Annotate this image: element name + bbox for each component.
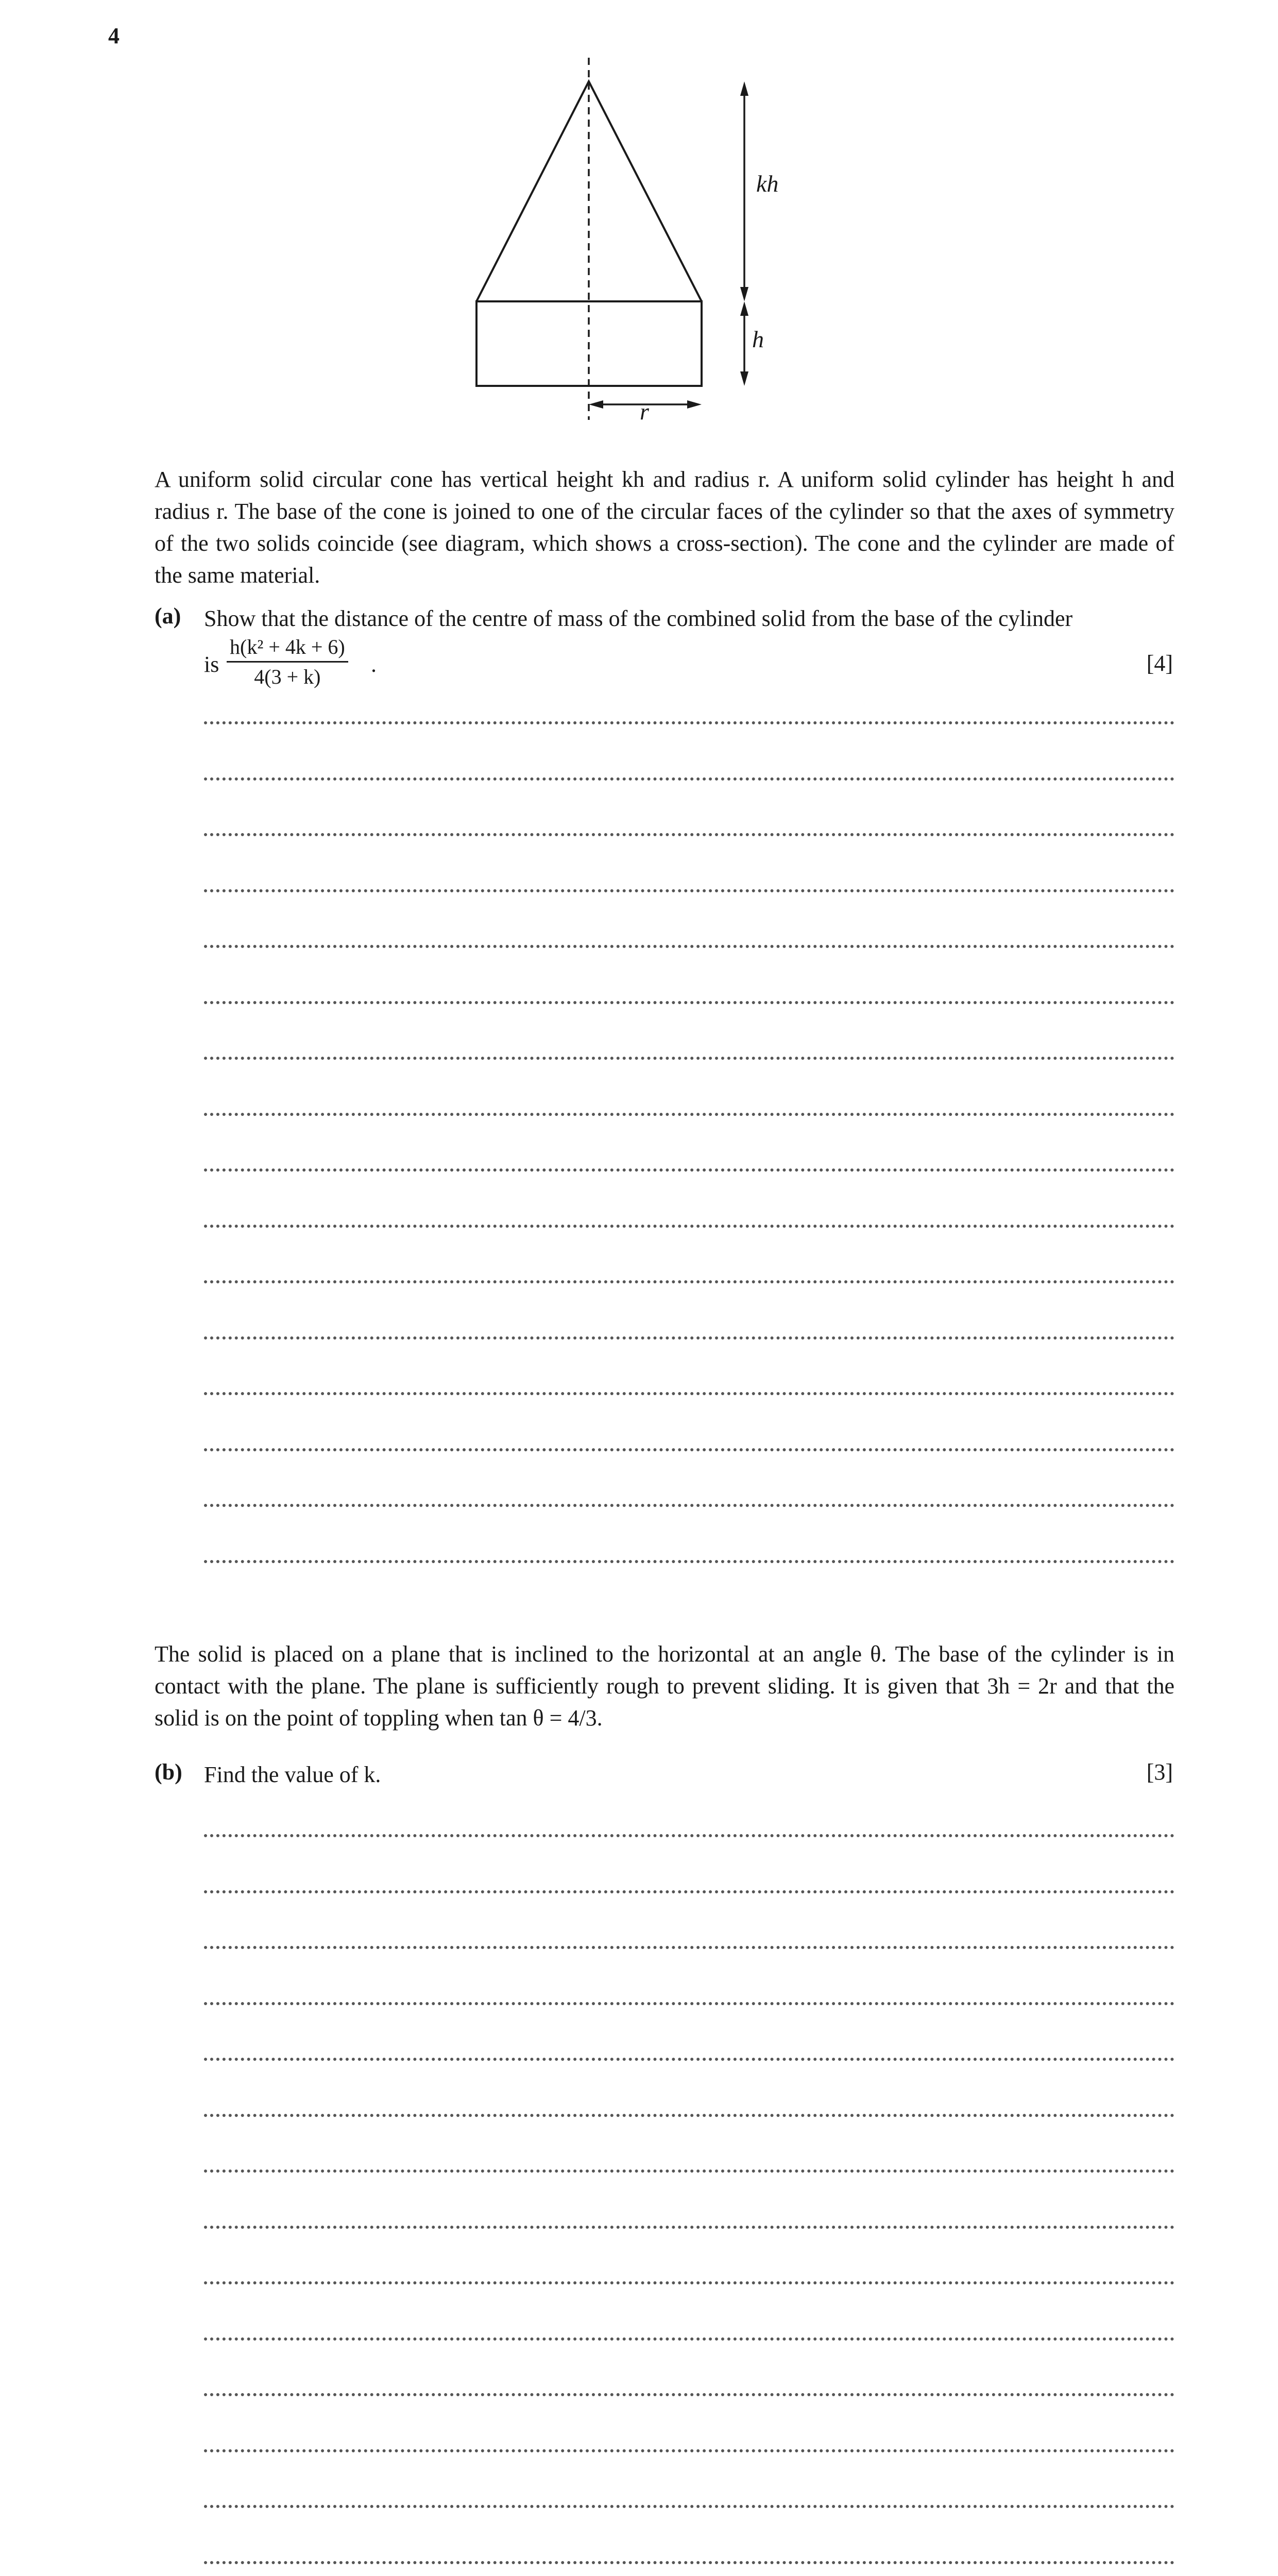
answer-line[interactable] [204,1280,1174,1283]
h-arrow-bottom [740,371,748,386]
part-b-marks: [3] [1146,1759,1173,1785]
answer-line[interactable] [204,945,1174,948]
part-b-text: Find the value of k. [204,1762,381,1787]
answer-line[interactable] [204,1504,1174,1507]
answer-line[interactable] [204,1890,1174,1893]
answer-line[interactable] [204,833,1174,836]
r-arrow-right [687,400,702,409]
part-a-fraction-end: . [371,652,377,677]
answer-line[interactable] [204,1448,1174,1451]
answer-line[interactable] [204,2393,1174,2396]
answer-line[interactable] [204,2337,1174,2341]
answer-line[interactable] [204,2170,1174,2173]
answer-line[interactable] [204,1168,1174,1172]
answer-line[interactable] [204,2058,1174,2061]
part-a-marks: [4] [1146,651,1173,676]
answer-line[interactable] [204,2114,1174,2117]
answer-line[interactable] [204,1946,1174,1949]
answer-line[interactable] [204,1113,1174,1116]
answer-line[interactable] [204,2226,1174,2229]
label-r: r [640,398,649,425]
cone-cylinder-diagram [0,0,1278,464]
h-arrow-top [740,301,748,316]
answer-line[interactable] [204,2281,1174,2284]
answer-line[interactable] [204,1001,1174,1004]
answer-line[interactable] [204,889,1174,892]
answer-line[interactable] [204,1834,1174,1837]
part-a-label: (a) [155,603,181,629]
kh-arrow-top [740,81,748,96]
answer-line[interactable] [204,777,1174,781]
part-a-text: Show that the distance of the centre of mass of the combined solid from the base of the cylinder [204,606,1073,631]
part-b-context: The solid is placed on a plane that is inclined to the horizontal at an angle θ. The base of the cylinder is in contact with the plane. The plane is sufficiently rough to prevent sliding. It is given that 3h = 2r and that the solid is on the point of toppling when tan θ = 4/3. [155,1641,1174,1731]
label-kh: kh [756,171,779,197]
answer-line[interactable] [204,2002,1174,2005]
label-h: h [752,326,764,352]
answer-line[interactable] [204,721,1174,724]
fraction-numerator: h(k² + 4k + 6) [227,635,348,663]
answer-line[interactable] [204,1392,1174,1395]
answer-line[interactable] [204,1560,1174,1563]
intro-paragraph: A uniform solid circular cone has vertical height kh and radius r. A uniform solid cylinder has height h and radius r. The base of the cone is joined to one of the circular faces of the cylinder so that the axes of symmetry of the two solids coincide (see diagram, which shows a cross-section). The cone and the cylinder are made of the same material. [155,467,1174,588]
page-number: 4 [108,23,120,48]
fraction-denominator: 4(3 + k) [254,665,321,688]
answer-line[interactable] [204,2449,1174,2452]
answer-line[interactable] [204,2561,1174,2564]
part-a-is: is [204,652,219,677]
answer-line[interactable] [204,2505,1174,2508]
kh-arrow-bottom [740,287,748,301]
part-a-fraction [227,635,348,689]
answer-line[interactable] [204,1225,1174,1228]
r-arrow-left [589,400,603,409]
diagram-svg [0,0,1278,464]
answer-line[interactable] [204,1057,1174,1060]
answer-line[interactable] [204,1336,1174,1340]
part-b-label: (b) [155,1759,182,1785]
